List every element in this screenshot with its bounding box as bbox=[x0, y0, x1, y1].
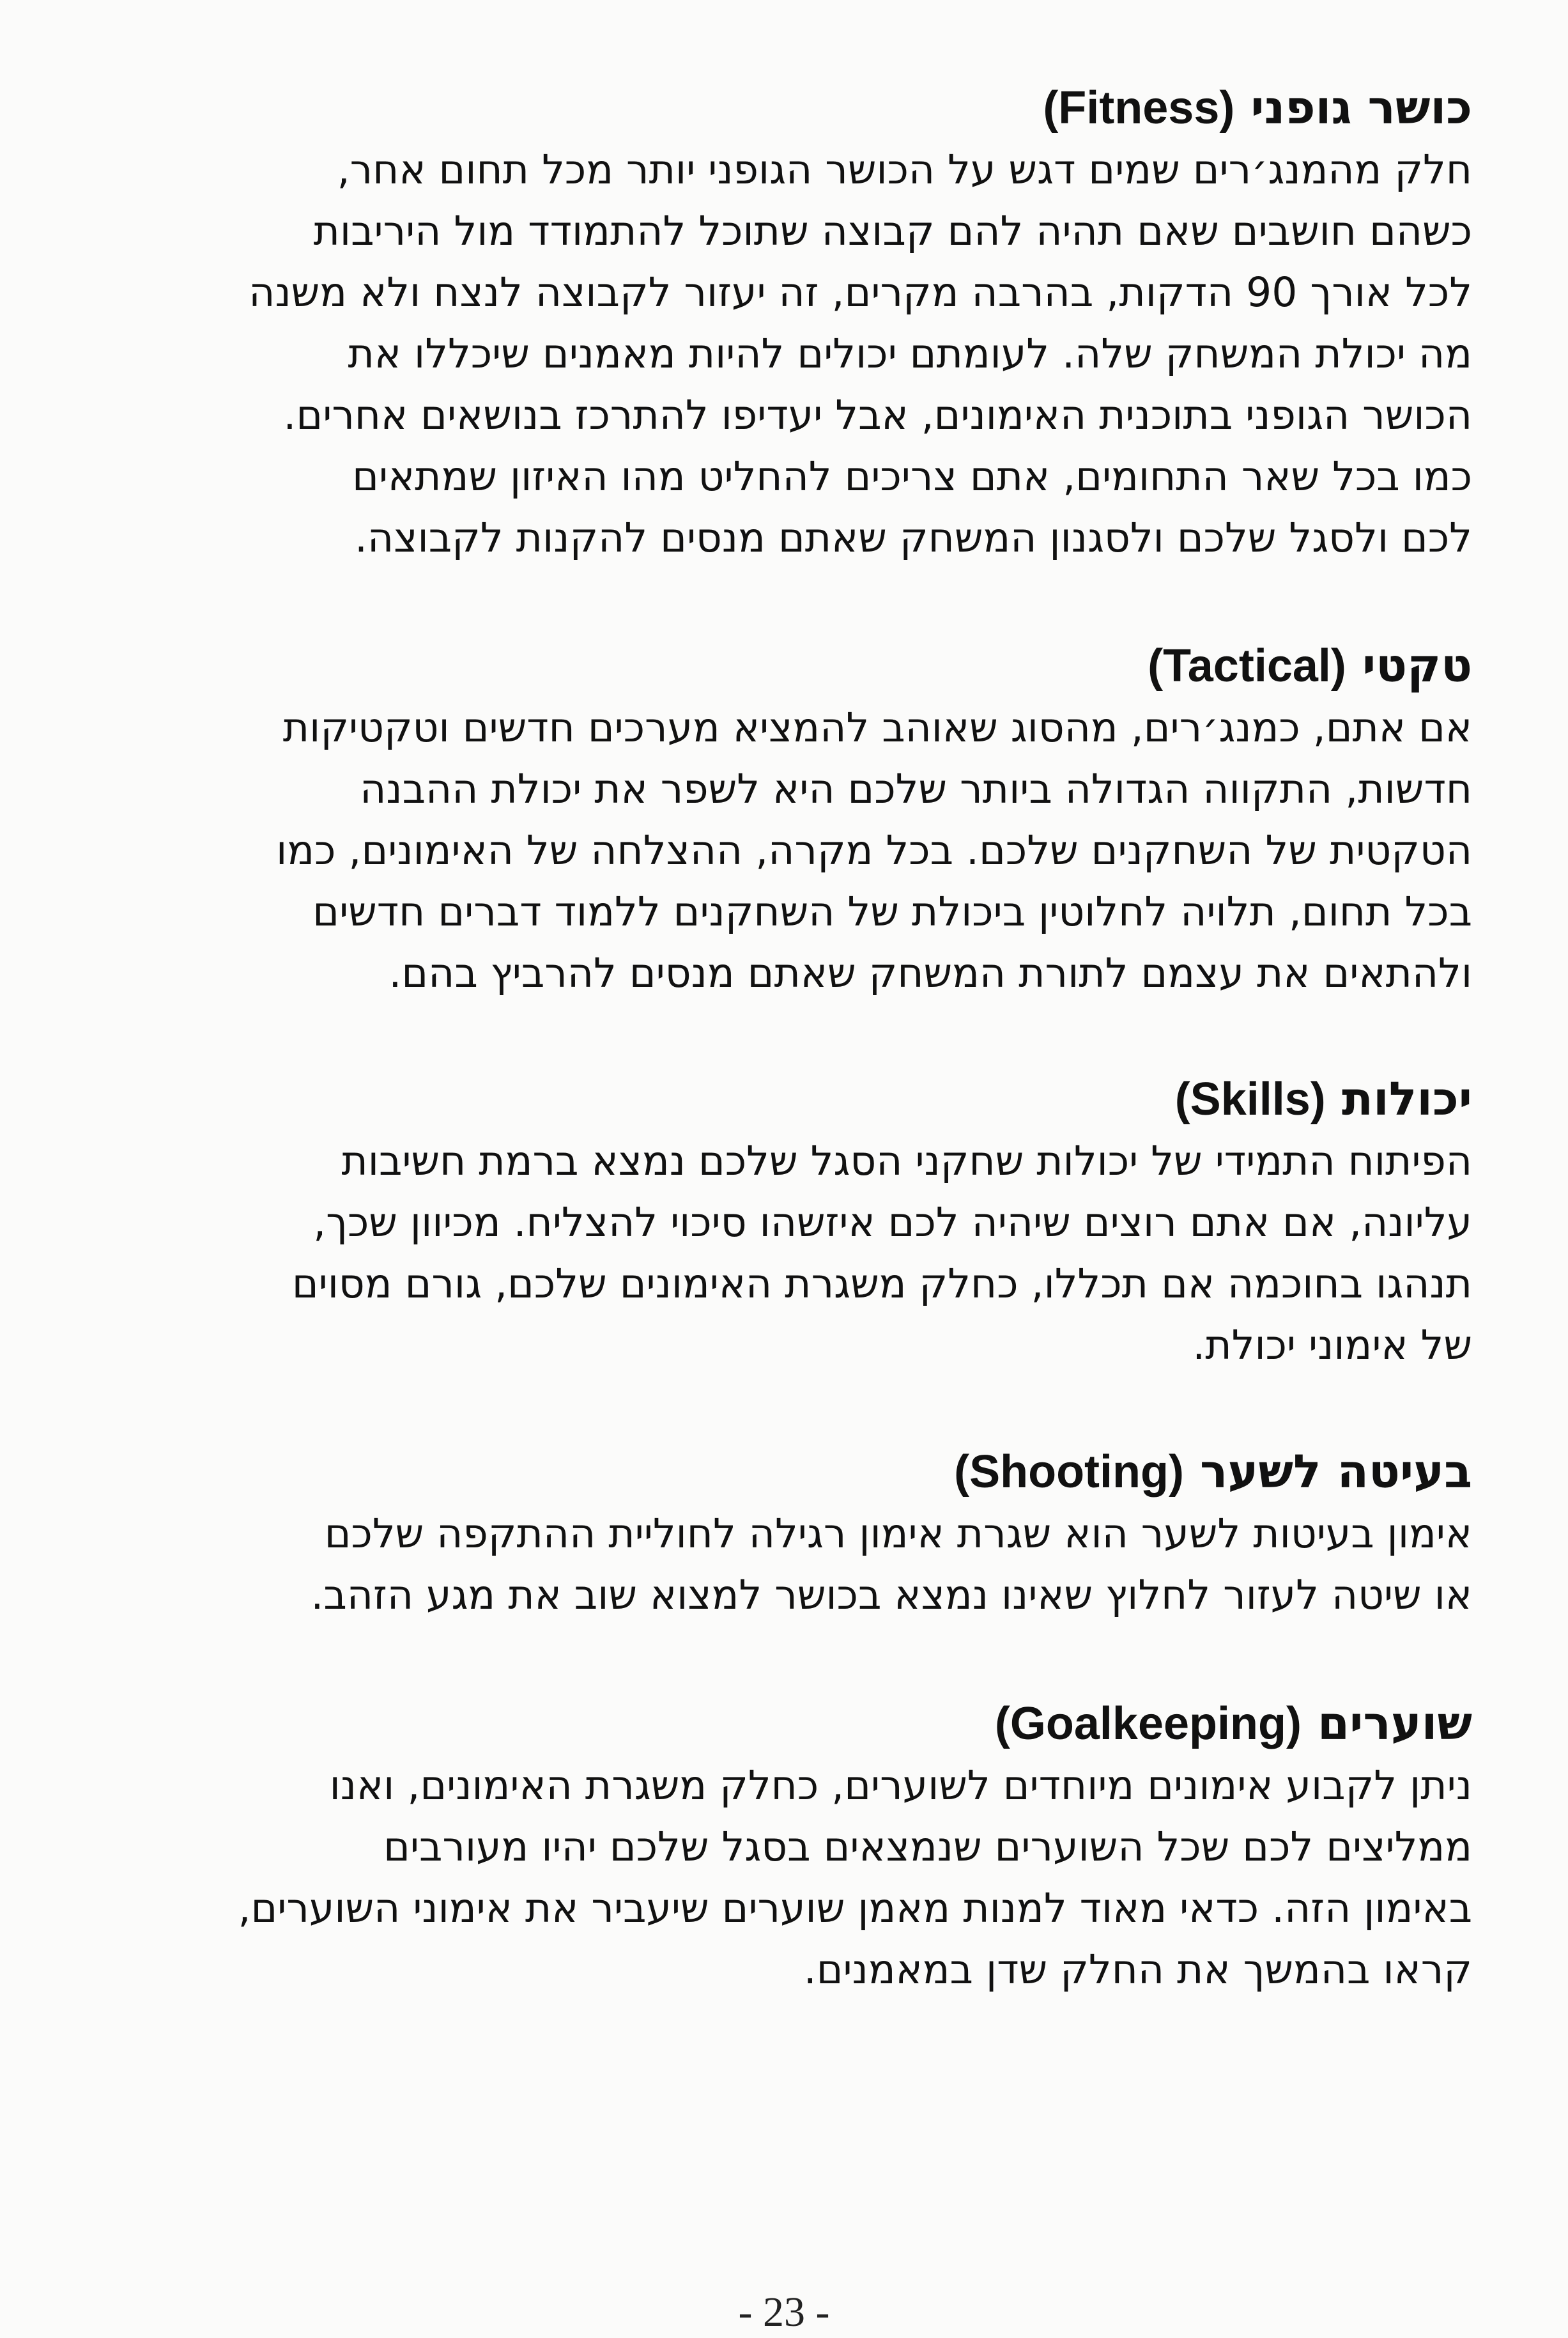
paragraph-line: הטקטית של השחקנים שלכם. בכל מקרה, ההצלחה של האימונים, כמו bbox=[276, 827, 1472, 874]
paragraph-line: של אימוני יכולת. bbox=[1192, 1322, 1472, 1368]
section-skills bbox=[59, 1067, 1472, 1376]
paragraph-line: מה יכולת המשחק שלה. לעומתם יכולים להיות מאמנים שיכללו את bbox=[348, 330, 1472, 377]
paragraph-line: ניתן לקבוע אימונים מיוחדים לשוערים, כחלק משגרת האימונים, ואנו bbox=[329, 1762, 1472, 1809]
section-spacer bbox=[59, 1004, 1472, 1067]
paragraph-line: אם אתם, כמנג׳רים, מהסוג שאוהב להמציא מערכים חדשים וטקטיקות bbox=[282, 704, 1472, 751]
paragraph-line: כמו בכל שאר התחומים, אתם צריכים להחליט מהו האיזון שמתאים bbox=[352, 453, 1472, 500]
section-heading bbox=[59, 1067, 1472, 1131]
heading-hebrew: בעיטה לשער bbox=[1200, 1444, 1472, 1498]
paragraph-line: הכושר הגופני בתוכנית האימונים, אבל יעדיפו להתרכז בנושאים אחרים. bbox=[283, 392, 1472, 438]
section-fitness bbox=[59, 75, 1472, 569]
paragraph-line: הפיתוח התמידי של יכולות שחקני הסגל שלכם נמצא ברמת חשיבות bbox=[341, 1138, 1472, 1184]
paragraph-line: כשהם חושבים שאם תהיה להם קבוצה שתוכל להתמודד מול היריבות bbox=[313, 208, 1472, 254]
paragraph-line: קראו בהמשך את החלק שדן במאמנים. bbox=[803, 1946, 1472, 1993]
page-content bbox=[59, 75, 1472, 2001]
section-spacer bbox=[59, 1626, 1472, 1691]
heading-english: (Tactical) bbox=[1148, 640, 1346, 692]
heading-english: (Goalkeeping) bbox=[994, 1698, 1302, 1749]
paragraph-line: ממליצים לכם שכל השוערים שנמצאים בסגל שלכם יהיו מעורבים bbox=[383, 1823, 1472, 1870]
section-shooting bbox=[59, 1439, 1472, 1626]
section-heading bbox=[59, 75, 1472, 139]
paragraph-line: לכם ולסגל שלכם ולסגנון המשחק שאתם מנסים להקנות לקבוצה. bbox=[355, 515, 1472, 561]
paragraph-line: בכל תחום, תלויה לחלוטין ביכולת של השחקנים ללמוד דברים חדשים bbox=[312, 888, 1472, 935]
page-number: - 23 - bbox=[738, 2289, 830, 2335]
paragraph-line: ולהתאים את עצמם לתורת המשחק שאתם מנסים להרביץ בהם. bbox=[388, 950, 1472, 996]
section-spacer bbox=[59, 1376, 1472, 1439]
paragraph-line: או שיטה לעזור לחלוץ שאינו נמצא בכושר למצוא שוב את מגע הזהב. bbox=[311, 1572, 1472, 1618]
paragraph-line: אימון בעיטות לשער הוא שגרת אימון רגילה לחוליית ההתקפה שלכם bbox=[324, 1510, 1472, 1557]
heading-english: (Shooting) bbox=[954, 1446, 1184, 1498]
heading-english: (Fitness) bbox=[1043, 82, 1235, 134]
section-heading bbox=[59, 1439, 1472, 1503]
paragraph-line: חלק מהמנג׳רים שמים דגש על הכושר הגופני יותר מכל תחום אחר, bbox=[337, 146, 1472, 193]
heading-hebrew: שוערים bbox=[1318, 1696, 1472, 1750]
heading-hebrew: טקטי bbox=[1362, 639, 1472, 692]
paragraph-line: לכל אורך 90 הדקות, בהרבה מקרים, זה יעזור לקבוצה לנצח ולא משנה bbox=[249, 269, 1472, 316]
paragraph-line: עליונה, אם אתם רוצים שיהיה לכם איזשהו סיכוי להצליח. מכיוון שכך, bbox=[313, 1199, 1472, 1246]
paragraph-line: חדשות, התקווה הגדולה ביותר שלכם היא לשפר את יכולת ההבנה bbox=[360, 766, 1472, 812]
heading-hebrew: יכולות bbox=[1341, 1072, 1472, 1126]
section-spacer bbox=[59, 569, 1472, 633]
heading-hebrew: כושר גופני bbox=[1250, 81, 1472, 134]
section-goalkeeping bbox=[59, 1691, 1472, 2001]
heading-english: (Skills) bbox=[1174, 1074, 1326, 1125]
section-heading bbox=[59, 633, 1472, 697]
section-heading bbox=[59, 1691, 1472, 1755]
paragraph-line: באימון הזה. כדאי מאוד למנות מאמן שוערים שיעביר את אימוני השוערים, bbox=[238, 1885, 1472, 1932]
paragraph-line: תנהגו בחוכמה אם תכללו, כחלק משגרת האימונים שלכם, גורם מסוים bbox=[291, 1260, 1472, 1307]
section-tactical bbox=[59, 633, 1472, 1004]
